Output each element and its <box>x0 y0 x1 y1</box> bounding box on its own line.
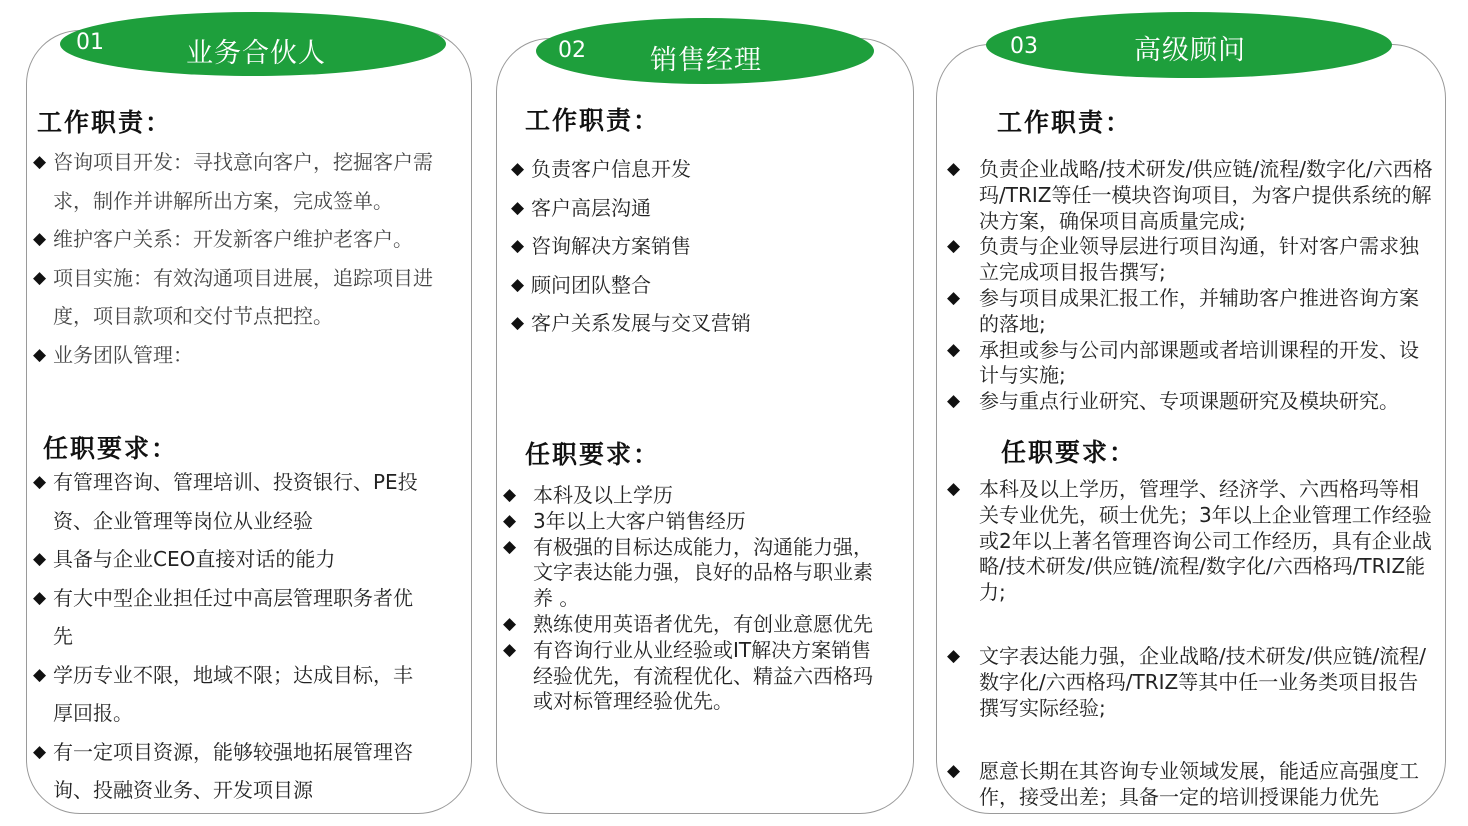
card-title: 销售经理 <box>650 45 762 76</box>
list-item: ◆ 具备与企业CEO直接对话的能力 <box>33 540 423 579</box>
list-item: ◆ 负责企业战略/技术研发/供应链/流程/数字化/六西格玛/TRIZ等任一模块咨询项目，为客户提供系统的解决方案，确保项目高质量完成; <box>947 157 1433 233</box>
diamond-bullet-icon: ◆ <box>947 761 961 782</box>
duties-list <box>33 143 445 374</box>
duties-heading: 工作职责： <box>525 106 661 135</box>
list-item: ◆ 维护客户关系：开发新客户维护老客户。 <box>33 220 445 259</box>
list-item: ◆ 愿意长期在其咨询专业领域发展，能适应高强度工作，接受出差；具备一定的培训授课能力优先 <box>947 759 1419 810</box>
list-item: ◆ 有管理咨询、管理培训、投资银行、PE投资、企业管理等岗位从业经验 <box>33 463 423 540</box>
diamond-bullet-icon: ◆ <box>33 741 47 762</box>
list-item: ◆ 有大中型企业担任过中高层管理职务者优先 <box>33 579 423 656</box>
card-number: 02 <box>558 38 586 63</box>
list-item: ◆ 参与项目成果汇报工作，并辅助客户推进咨询方案的落地; <box>947 285 1419 336</box>
diamond-bullet-icon: ◆ <box>947 236 961 257</box>
diamond-bullet-icon: ◆ <box>947 391 961 412</box>
requirements-heading: 任职要求： <box>525 440 661 469</box>
card-business-partner <box>26 30 472 814</box>
diamond-bullet-icon: ◆ <box>503 536 517 557</box>
requirements-list <box>33 463 423 810</box>
list-item: ◆ 承担或参与公司内部课题或者培训课程的开发、设计与实施; <box>947 337 1419 388</box>
diamond-bullet-icon: ◆ <box>33 587 47 608</box>
diamond-bullet-icon: ◆ <box>947 645 961 666</box>
diamond-bullet-icon: ◆ <box>947 159 961 179</box>
list-item: ◆ 本科及以上学历 <box>503 483 673 507</box>
requirements-list <box>501 483 883 715</box>
diamond-bullet-icon: ◆ <box>503 639 517 660</box>
card-header-pill <box>986 12 1392 78</box>
list-item: ◆ 3年以上大客户销售经历 <box>503 508 746 533</box>
diamond-bullet-icon: ◆ <box>511 197 525 218</box>
duties-heading: 工作职责： <box>37 108 173 137</box>
diamond-bullet-icon: ◆ <box>503 510 517 531</box>
duties-heading: 工作职责： <box>997 108 1133 137</box>
card-header-pill <box>60 12 446 76</box>
diamond-bullet-icon: ◆ <box>33 229 47 249</box>
diamond-bullet-icon: ◆ <box>33 152 47 172</box>
duties-list <box>941 157 1435 415</box>
diamond-bullet-icon: ◆ <box>33 472 47 492</box>
list-item: ◆ 客户高层沟通 <box>511 189 891 228</box>
diamond-bullet-icon: ◆ <box>511 236 525 256</box>
diamond-bullet-icon: ◆ <box>511 313 525 333</box>
diamond-bullet-icon: ◆ <box>947 339 961 360</box>
list-item: ◆ 熟练使用英语者优先，有创业意愿优先 <box>503 611 873 636</box>
list-item: ◆ 有一定项目资源，能够较强地拓展管理咨询、投融资业务、开发项目源 <box>33 733 423 810</box>
card-sales-manager <box>496 38 914 814</box>
diamond-bullet-icon: ◆ <box>947 287 961 308</box>
card-senior-consultant <box>936 44 1446 814</box>
list-item: ◆ 业务团队管理： <box>33 336 445 375</box>
list-item: ◆ 文字表达能力强，企业战略/技术研发/供应链/流程/数字化/六西格玛/TRIZ等其中任一业务类项目报告撰写实际经验; <box>947 643 1426 720</box>
diamond-bullet-icon: ◆ <box>503 613 517 634</box>
diamond-bullet-icon: ◆ <box>33 664 47 685</box>
list-item: ◆ 咨询项目开发：寻找意向客户，挖掘客户需求，制作并讲解所出方案，完成签单。 <box>33 143 445 220</box>
diamond-bullet-icon: ◆ <box>33 344 47 365</box>
list-item: ◆ 有咨询行业从业经验或IT解决方案销售经验优先，有流程优化、精益六西格玛或对标管理经验优先。 <box>503 637 873 714</box>
diamond-bullet-icon: ◆ <box>33 549 47 569</box>
list-item: ◆ 项目实施：有效沟通项目进展，追踪项目进度，项目款项和交付节点把控。 <box>33 259 445 336</box>
card-header-pill <box>536 18 874 84</box>
requirements-heading: 任职要求： <box>1001 438 1137 467</box>
requirements-list <box>941 477 1433 811</box>
list-item: ◆ 客户关系发展与交叉营销 <box>511 304 891 343</box>
list-item: ◆ 学历专业不限，地域不限；达成目标，丰厚回报。 <box>33 656 423 733</box>
requirements-heading: 任职要求： <box>43 434 179 463</box>
diamond-bullet-icon: ◆ <box>511 159 525 179</box>
list-item: ◆ 顾问团队整合 <box>511 266 891 305</box>
diamond-bullet-icon: ◆ <box>947 479 961 499</box>
list-item: ◆ 负责客户信息开发 <box>511 150 891 189</box>
card-title: 高级顾问 <box>1134 35 1246 66</box>
list-item: ◆ 负责与企业领导层进行项目沟通，针对客户需求独立完成项目报告撰写; <box>947 234 1419 285</box>
card-number: 01 <box>76 30 104 55</box>
diamond-bullet-icon: ◆ <box>503 485 517 505</box>
diamond-bullet-icon: ◆ <box>33 267 47 288</box>
list-item: ◆ 有极强的目标达成能力，沟通能力强，文字表达能力强，良好的品格与职业素养 。 <box>503 534 873 611</box>
list-item: ◆ 本科及以上学历，管理学、经济学、六西格玛等相关专业优先，硕士优先；3年以上企业管理工作经验或2年以上著名管理咨询公司工作经历，具有企业战略/技术研发/供应链/流程/数字化/六西格玛/TRIZ能力; <box>947 477 1432 605</box>
card-title: 业务合伙人 <box>186 38 326 69</box>
duties-list <box>511 150 891 343</box>
list-item: ◆ 咨询解决方案销售 <box>511 227 891 266</box>
card-number: 03 <box>1010 34 1038 59</box>
list-item: ◆ 参与重点行业研究、专项课题研究及模块研究。 <box>947 389 1399 414</box>
diamond-bullet-icon: ◆ <box>511 274 525 295</box>
